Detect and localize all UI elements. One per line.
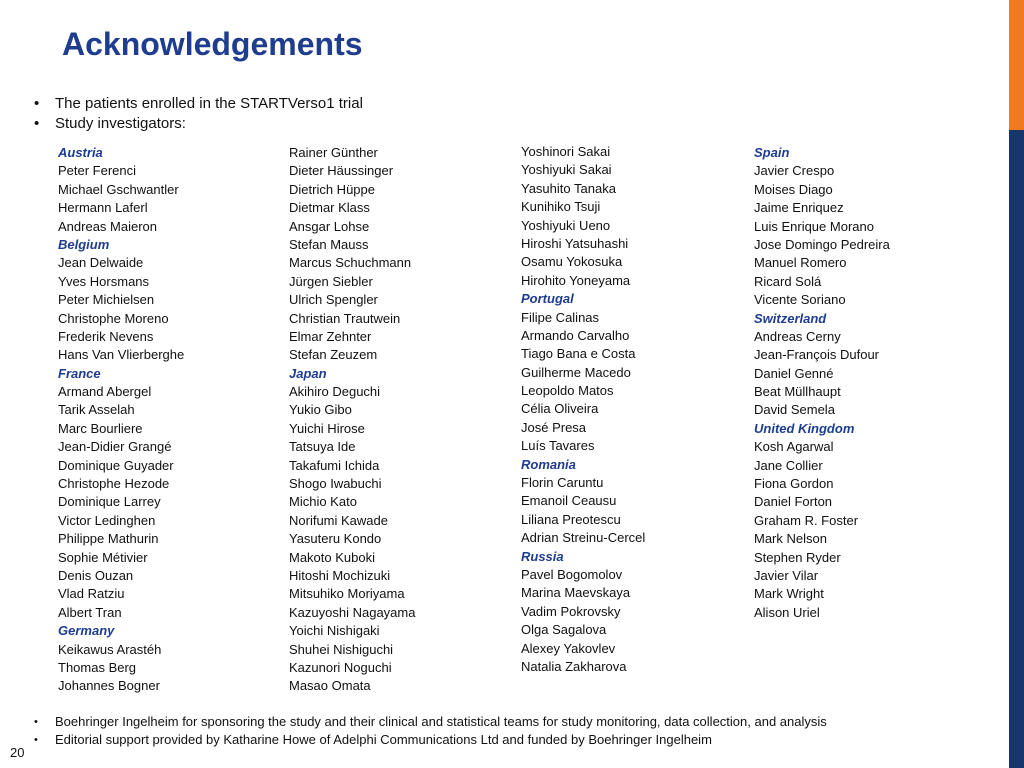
investigator-name: Dietrich Hüppe <box>289 181 375 197</box>
investigator-name: Luís Tavares <box>521 438 595 454</box>
investigator-name: Kosh Agarwal <box>754 439 834 455</box>
investigator-name: Dominique Larrey <box>58 494 161 510</box>
investigator-name: Osamu Yokosuka <box>521 254 623 270</box>
investigator-name: Akihiro Deguchi <box>289 384 381 400</box>
accent-bar-orange <box>1009 0 1024 130</box>
country-heading: Russia <box>521 548 564 564</box>
investigator-name: Makoto Kuboki <box>289 549 375 565</box>
country-heading: France <box>58 365 101 381</box>
bullet-icon: • <box>34 95 40 112</box>
country-heading: Switzerland <box>754 310 827 326</box>
investigator-name: Célia Oliveira <box>521 401 599 417</box>
investigator-name: Jean-François Dufour <box>754 347 879 363</box>
investigator-name: Jean-Didier Grangé <box>58 439 172 455</box>
investigator-name: Marc Bourliere <box>58 420 143 436</box>
investigator-column-3 <box>521 143 645 676</box>
investigator-name: Guilherme Macedo <box>521 364 631 380</box>
footer-text: Editorial support provided by Katharine Howe of Adelphi Communications Ltd and funded by Boehringer Ingelheim <box>55 732 712 747</box>
investigator-name: Luis Enrique Morano <box>754 218 874 234</box>
investigator-name: Ansgar Lohse <box>289 218 370 234</box>
investigator-name: Jaime Enriquez <box>754 200 844 216</box>
investigator-name: Kazuyoshi Nagayama <box>289 604 416 620</box>
investigator-name: Pavel Bogomolov <box>521 566 623 582</box>
investigator-name: Shogo Iwabuchi <box>289 476 382 492</box>
investigator-name: Ricard Solá <box>754 273 822 289</box>
slide-title: Acknowledgements <box>62 26 363 62</box>
investigator-name: Johannes Bogner <box>58 678 160 694</box>
investigator-name: Thomas Berg <box>58 659 137 675</box>
investigator-name: Rainer Günther <box>289 145 378 160</box>
investigator-name: Masao Omata <box>289 678 371 694</box>
bullet-icon: • <box>34 734 38 746</box>
investigator-name: Jose Domingo Pedreira <box>754 236 890 252</box>
bullet-icon: • <box>34 716 38 728</box>
country-heading: United Kingdom <box>754 420 855 436</box>
investigator-name: Philippe Mathurin <box>58 531 159 547</box>
country-heading: Austria <box>58 145 103 160</box>
investigator-name: Marina Maevskaya <box>521 585 631 601</box>
investigator-column-2 <box>289 144 415 696</box>
country-heading: Romania <box>521 456 576 472</box>
investigator-name: Daniel Genné <box>754 365 834 381</box>
investigator-name: Sophie Métivier <box>58 549 148 565</box>
investigator-name: Stefan Zeuzem <box>289 347 378 363</box>
investigator-name: Yves Horsmans <box>58 273 150 289</box>
investigator-name: Peter Michielsen <box>58 292 155 308</box>
investigator-name: Christophe Moreno <box>58 310 169 326</box>
intro-text: The patients enrolled in the STARTVerso1 trial <box>55 95 363 112</box>
investigator-name: Javier Vilar <box>754 567 819 583</box>
investigator-name: Kunihiko Tsuji <box>521 199 601 215</box>
investigator-name: Tiago Bana e Costa <box>521 346 636 362</box>
investigator-name: Dieter Häussinger <box>289 163 394 179</box>
investigator-name: Emanoil Ceausu <box>521 493 617 509</box>
investigator-name: Keikawus Arastéh <box>58 641 162 657</box>
investigator-name: Hirohito Yoneyama <box>521 272 631 288</box>
investigator-name: Tarik Asselah <box>58 402 135 418</box>
country-heading: Portugal <box>521 291 574 307</box>
investigator-name: Michio Kato <box>289 494 357 510</box>
investigator-name: Albert Tran <box>58 604 122 620</box>
footer-bullets <box>34 713 827 749</box>
investigator-name: Dietmar Klass <box>289 200 370 216</box>
investigator-name: Adrian Streinu-Cercel <box>521 530 646 546</box>
investigator-name: Olga Sagalova <box>521 622 607 638</box>
footer-text: Boehringer Ingelheim for sponsoring the study and their clinical and statistical teams for study monitoring, data collection, and analysis <box>55 714 827 729</box>
investigator-name: Filipe Calinas <box>521 309 600 325</box>
accent-bar-navy <box>1009 130 1024 768</box>
investigator-name: José Presa <box>521 419 587 435</box>
investigator-name: Manuel Romero <box>754 255 847 271</box>
investigator-name: Natalia Zakharova <box>521 658 627 674</box>
investigator-name: Mark Nelson <box>754 531 827 547</box>
country-heading: Belgium <box>58 236 110 252</box>
investigator-name: Alexey Yakovlev <box>521 640 616 656</box>
investigator-name: Yoshiyuki Ueno <box>521 217 611 233</box>
investigator-name: Hiroshi Yatsuhashi <box>521 235 629 251</box>
investigator-name: Vicente Soriano <box>754 292 846 308</box>
investigator-name: Tatsuya Ide <box>289 439 356 455</box>
investigator-name: Yukio Gibo <box>289 402 352 418</box>
investigator-name: Victor Ledinghen <box>58 512 156 528</box>
investigator-name: Yasuhito Tanaka <box>521 180 616 196</box>
investigator-name: Yoichi Nishigaki <box>289 623 380 639</box>
investigator-name: Marcus Schuchmann <box>289 255 412 271</box>
intro-text: Study investigators: <box>55 114 186 132</box>
investigator-name: Takafumi Ichida <box>289 457 380 473</box>
investigator-name: Vlad Ratziu <box>58 586 125 602</box>
investigator-name: Liliana Preotescu <box>521 511 621 527</box>
investigator-name: Graham R. Foster <box>754 512 859 528</box>
investigator-name: Hans Van Vlierberghe <box>58 347 185 363</box>
investigator-name: Stephen Ryder <box>754 549 841 565</box>
investigator-name: David Semela <box>754 402 835 418</box>
investigator-name: Christian Trautwein <box>289 310 401 326</box>
investigator-name: Fiona Gordon <box>754 476 834 492</box>
investigator-name: Stefan Mauss <box>289 236 369 252</box>
investigator-name: Jürgen Siebler <box>289 273 373 289</box>
investigator-column-4 <box>754 144 890 622</box>
investigator-name: Beat Müllhaupt <box>754 384 841 400</box>
investigator-name: Michael Gschwantler <box>58 181 179 197</box>
page-number: 20 <box>10 745 25 760</box>
investigator-name: Shuhei Nishiguchi <box>289 641 394 657</box>
intro-bullet-item <box>34 114 363 134</box>
bullet-icon: • <box>34 114 40 132</box>
country-heading: Japan <box>289 365 327 381</box>
investigator-name: Vadim Pokrovsky <box>521 603 621 619</box>
investigator-name: Jean Delwaide <box>58 255 144 271</box>
investigator-name: Armand Abergel <box>58 384 152 400</box>
investigator-name: Kazunori Noguchi <box>289 659 392 675</box>
intro-bullets <box>34 94 363 133</box>
investigator-name: Daniel Forton <box>754 494 833 510</box>
investigator-name: Yasuteru Kondo <box>289 531 382 547</box>
intro-bullet-item <box>34 94 363 114</box>
investigator-name: Mark Wright <box>754 586 824 602</box>
investigator-name: Yoshiyuki Sakai <box>521 162 612 178</box>
investigator-name: Jane Collier <box>754 457 823 473</box>
country-heading: Spain <box>754 145 790 160</box>
investigator-column-1 <box>58 144 184 696</box>
investigator-name: Ulrich Spengler <box>289 292 378 308</box>
investigator-name: Mitsuhiko Moriyama <box>289 586 405 602</box>
investigator-name: Florin Caruntu <box>521 475 604 491</box>
investigator-name: Armando Carvalho <box>521 327 630 343</box>
investigator-name: Hermann Laferl <box>58 200 148 216</box>
investigator-name: Hitoshi Mochizuki <box>289 567 391 583</box>
investigator-name: Andreas Cerny <box>754 328 841 344</box>
investigator-name: Frederik Nevens <box>58 328 154 344</box>
investigator-name: Dominique Guyader <box>58 457 174 473</box>
investigator-name: Alison Uriel <box>754 604 820 620</box>
investigator-name: Yoshinori Sakai <box>521 144 611 159</box>
investigator-name: Yuichi Hirose <box>289 420 365 436</box>
investigator-name: Peter Ferenci <box>58 163 137 179</box>
investigator-name: Leopoldo Matos <box>521 383 614 399</box>
investigator-name: Denis Ouzan <box>58 567 134 583</box>
investigator-name: Javier Crespo <box>754 163 835 179</box>
footer-bullet-item <box>34 713 827 731</box>
investigator-name: Norifumi Kawade <box>289 512 388 528</box>
investigator-name: Andreas Maieron <box>58 218 157 234</box>
investigator-name: Moises Diago <box>754 181 833 197</box>
country-heading: Germany <box>58 623 115 639</box>
investigator-name: Elmar Zehnter <box>289 328 372 344</box>
investigator-name: Christophe Hezode <box>58 476 170 492</box>
footer-bullet-item <box>34 731 827 749</box>
